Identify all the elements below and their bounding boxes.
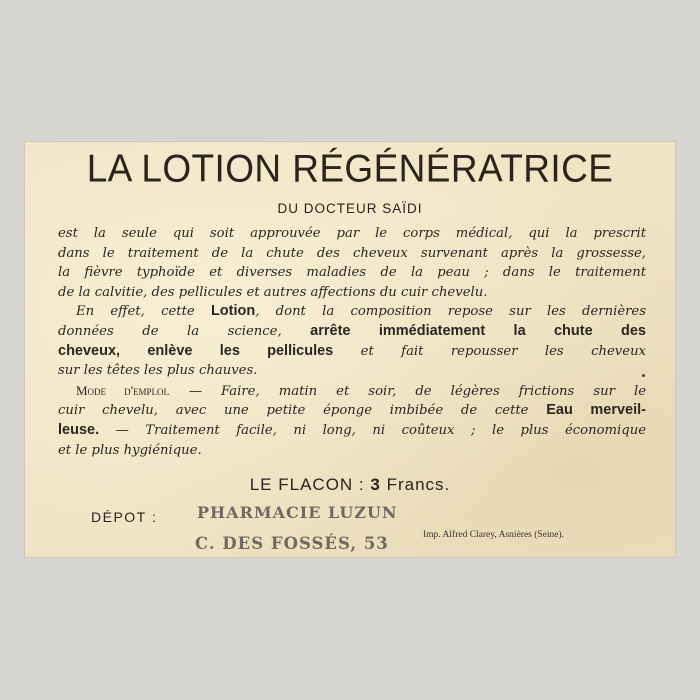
- paragraph2-line: [58, 302, 646, 322]
- paragraph2-line: [58, 322, 646, 342]
- pharmacy-stamp-address: C. DES FOSSÉS, 53: [195, 534, 389, 553]
- paragraph3-line: [58, 381, 646, 402]
- card-title: LA LOTION RÉGÉNÉRATRICE: [86, 146, 614, 190]
- price-amount: 3: [370, 475, 381, 494]
- price-line: [25, 475, 675, 495]
- eau-emphasis: leuse.: [58, 421, 100, 438]
- paragraph1-line: est la seule qui soit approuvée par le corps médical, qui la prescrit: [58, 226, 646, 241]
- paragraph2-text: , dont la composition repose sur les dernières: [255, 304, 646, 320]
- paragraph3-line: et le plus hygiénique.: [58, 442, 202, 458]
- paragraph3-text: — Faire, matin et soir, de légères frictions sur le: [169, 383, 646, 399]
- card-subtitle: DU DOCTEUR SAÏDI: [277, 201, 423, 216]
- price-currency: Francs.: [386, 475, 451, 494]
- paragraph1-line: dans le traitement de la chute des cheveux survenant après la grossesse,: [58, 245, 646, 261]
- printer-imprint: Imp. Alfred Clarey, Asnières (Seine).: [423, 530, 565, 540]
- depot-label: DÉPOT :: [91, 509, 158, 525]
- mode-emploi-label: Mode d'emploi.: [76, 382, 170, 398]
- card-body-text: [58, 224, 646, 460]
- paragraph3-line: [58, 421, 646, 441]
- paragraph3-line: [58, 401, 646, 421]
- claim-emphasis: arrête immédiatement la chute des: [310, 322, 646, 339]
- paragraph1-line: la fièvre typhoïde et diverses maladies de la peau ; dans le traitement: [58, 265, 646, 281]
- price-label: LE FLACON :: [249, 475, 365, 494]
- paragraph1-line: de la calvitie, des pellicules et autres affections du cuir chevelu.: [58, 284, 488, 300]
- paragraph2-line: sur les têtes les plus chauves.: [58, 363, 258, 379]
- claim-emphasis: cheveux, enlève les pellicules: [58, 342, 334, 359]
- paragraph2-text: données de la science,: [58, 323, 311, 339]
- trade-card: [25, 142, 675, 557]
- paragraph3-text: cuir chevelu, avec une petite éponge imbibée de cette: [58, 403, 547, 419]
- pharmacy-stamp-name: PHARMACIE LUZUN: [197, 503, 398, 522]
- lotion-emphasis: Lotion: [210, 303, 256, 320]
- paragraph3-text: — Traitement facile, ni long, ni coûteux ; le plus économique: [99, 422, 646, 438]
- paper-speck: [642, 374, 645, 377]
- paragraph2-text: En effet, cette: [76, 304, 211, 320]
- paragraph2-text: et fait repousser les cheveux: [333, 343, 646, 359]
- eau-emphasis: Eau merveil-: [546, 402, 646, 419]
- paragraph2-line: [58, 342, 646, 362]
